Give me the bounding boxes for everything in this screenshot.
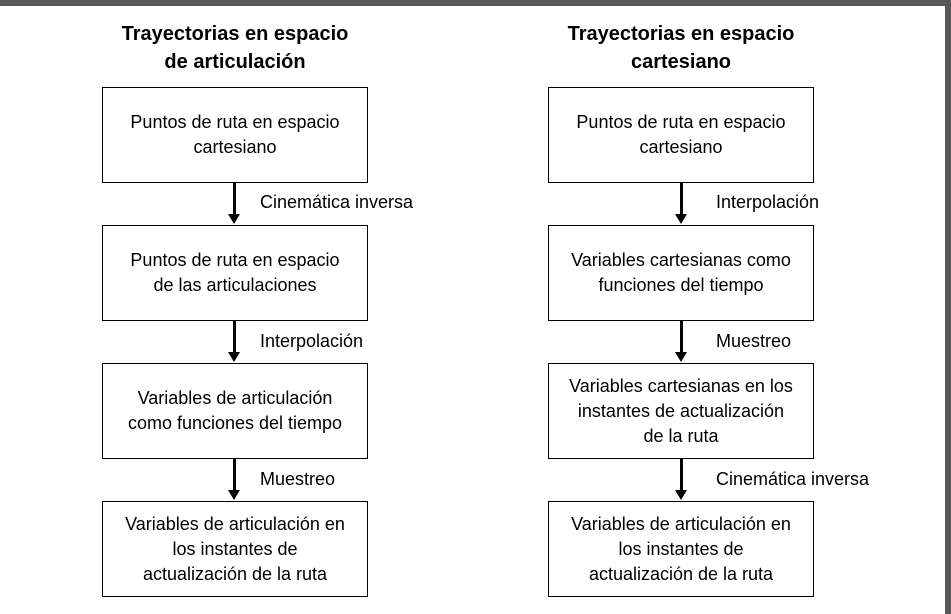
left-box-4-line-1: Variables de articulación en <box>125 513 345 534</box>
left-box-4 <box>102 501 368 597</box>
left-arrow-1-label: Cinemática inversa <box>260 192 414 212</box>
left-box-4-line-3: actualización de la ruta <box>142 563 328 584</box>
left-arrow-1 <box>233 183 236 215</box>
left-box-2-line-1: Puntos de ruta en espacio <box>130 250 340 270</box>
left-arrow-3-label: Muestreo <box>260 469 336 489</box>
left-box-1-line-1: Puntos de ruta en espacio <box>130 112 340 132</box>
left-title-line-1: Trayectorias en espacio <box>121 23 349 45</box>
left-box-3-line-1: Variables de articulación <box>137 388 333 408</box>
right-title-line-2: cartesiano <box>630 51 732 73</box>
right-box-4-line-3: actualización de la ruta <box>588 563 774 584</box>
left-arrow-3 <box>233 459 236 491</box>
right-box-1-line-2: cartesiano <box>639 137 723 157</box>
right-box-2 <box>548 225 814 321</box>
left-box-1 <box>102 87 368 183</box>
left-box-1-line-2: cartesiano <box>193 137 277 157</box>
left-title-line-2: de articulación <box>164 51 306 73</box>
left-arrow-2 <box>233 321 236 353</box>
right-title-line-1: Trayectorias en espacio <box>567 23 795 45</box>
right-box-1-line-1: Puntos de ruta en espacio <box>576 112 786 132</box>
right-arrow-2-label: Muestreo <box>716 331 792 351</box>
left-arrow-2-label: Interpolación <box>260 331 364 351</box>
left-box-3-line-2: como funciones del tiempo <box>127 413 343 433</box>
right-box-1 <box>548 87 814 183</box>
left-box-2-line-2: de las articulaciones <box>153 275 317 295</box>
left-box-3 <box>102 363 368 459</box>
right-box-3-line-3: de la ruta <box>643 425 719 446</box>
right-arrow-2 <box>680 321 683 353</box>
right-box-2-line-2: funciones del tiempo <box>598 275 764 295</box>
left-column-title <box>95 20 375 76</box>
right-box-4-line-2: los instantes de <box>618 538 744 559</box>
right-arrow-1-label: Interpolación <box>716 192 820 212</box>
right-box-4 <box>548 501 814 597</box>
right-column-title <box>541 20 821 76</box>
left-box-2 <box>102 225 368 321</box>
right-box-3-line-1: Variables cartesianas en los <box>569 375 793 396</box>
right-box-3 <box>548 363 814 459</box>
right-box-3-line-2: instantes de actualización <box>577 400 785 421</box>
right-box-4-line-1: Variables de articulación en <box>571 513 791 534</box>
left-box-4-line-2: los instantes de <box>172 538 298 559</box>
right-box-2-line-1: Variables cartesianas como <box>571 250 791 270</box>
right-arrow-1 <box>680 183 683 215</box>
right-arrow-3 <box>680 459 683 491</box>
diagram-page <box>0 6 945 614</box>
right-arrow-3-label: Cinemática inversa <box>716 469 870 489</box>
